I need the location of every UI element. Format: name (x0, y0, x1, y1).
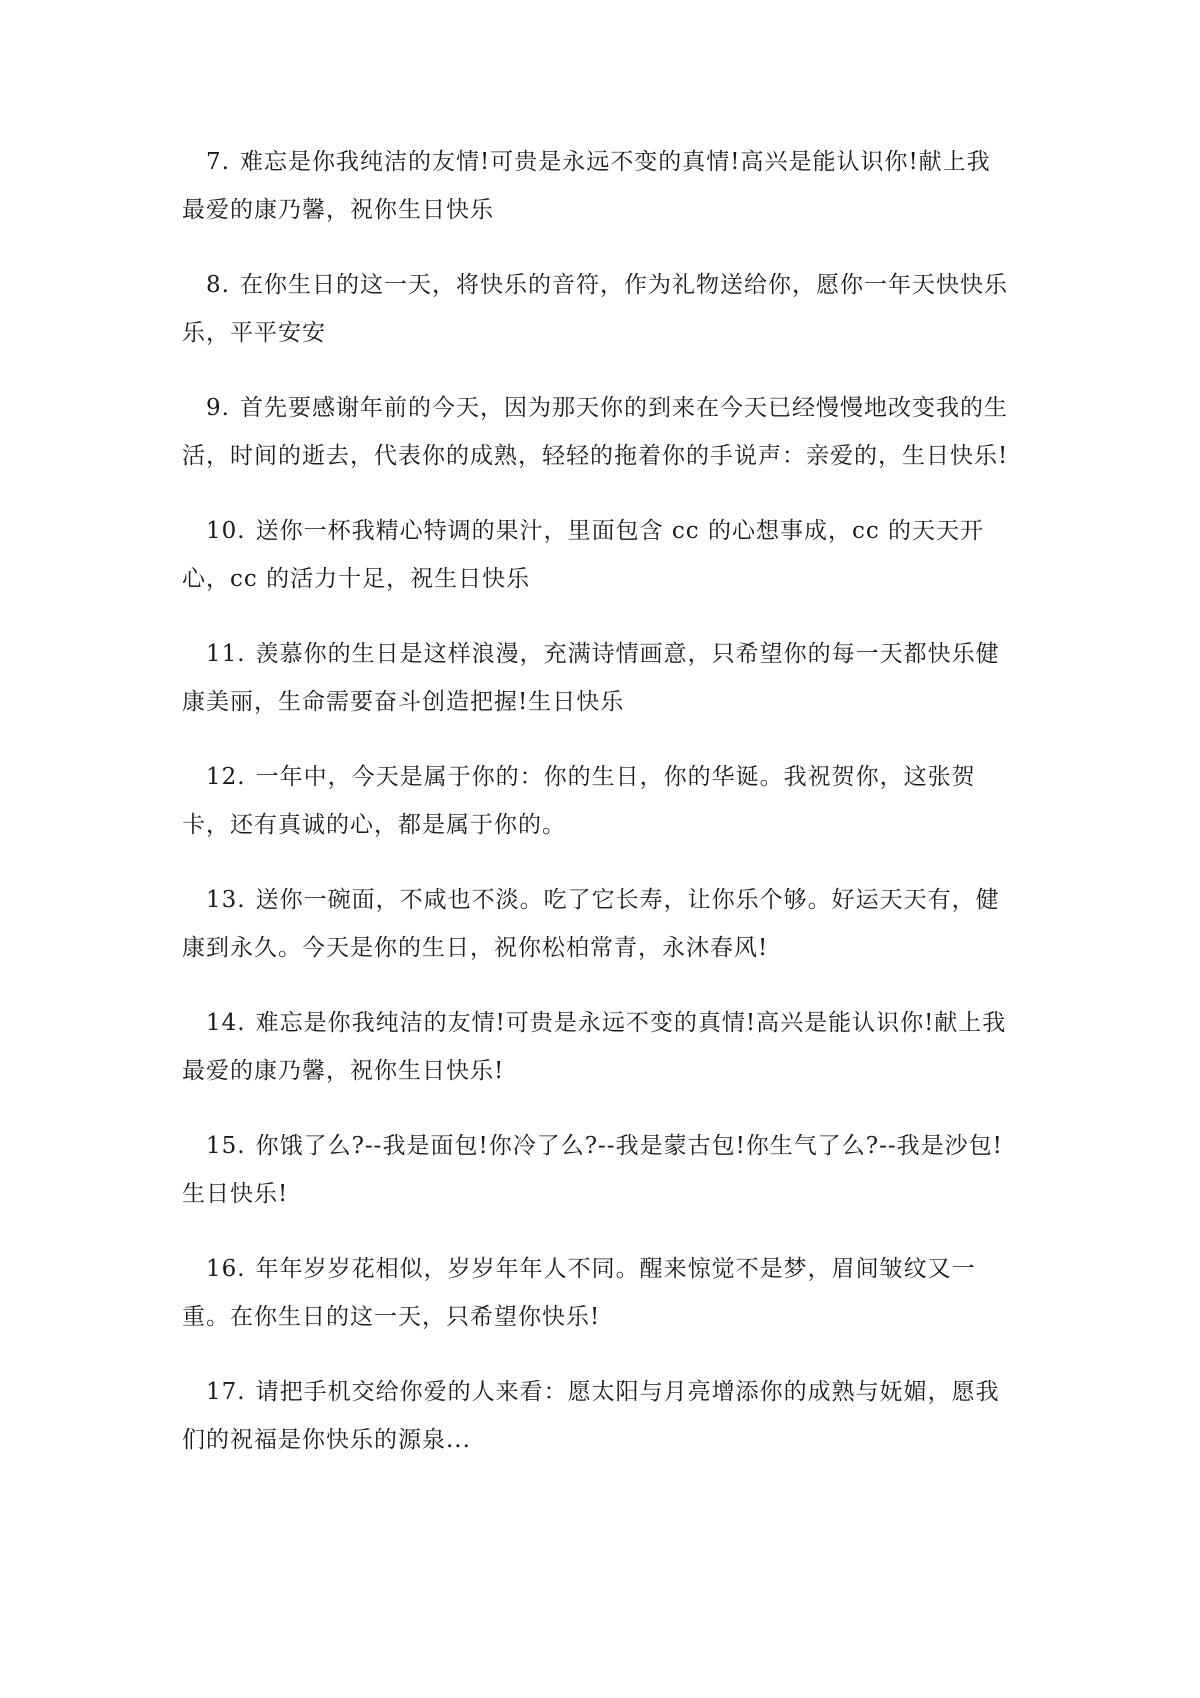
paragraph-line: 生日快乐! (182, 1181, 289, 1207)
paragraph-13 (182, 876, 1032, 972)
paragraph-line: 最爱的康乃馨，祝你生日快乐! (182, 1058, 505, 1084)
paragraph-number: 9. (206, 395, 230, 421)
paragraph-line: 一年中，今天是属于你的：你的生日，你的华诞。我祝贺你，这张贺 (255, 764, 976, 790)
paragraph-number: 8. (206, 272, 230, 298)
paragraph-line: 康美丽，生命需要奋斗创造把握!生日快乐 (182, 689, 625, 715)
paragraph-number: 16. (206, 1256, 246, 1282)
paragraph-line: 卡，还有真诚的心，都是属于你的。 (182, 812, 566, 838)
document-body (182, 138, 1032, 1491)
paragraph-8 (182, 261, 1032, 357)
paragraph-7 (182, 138, 1032, 234)
paragraph-number: 15. (206, 1133, 246, 1159)
paragraph-line: 最爱的康乃馨，祝你生日快乐 (182, 197, 494, 223)
paragraph-16 (182, 1245, 1032, 1341)
paragraph-9 (182, 384, 1032, 480)
paragraph-line: 在你生日的这一天，将快乐的音符，作为礼物送给你，愿你一年天快快乐 (239, 272, 1008, 298)
paragraph-line: 难忘是你我纯洁的友情!可贵是永远不变的真情!高兴是能认识你!献上我 (239, 149, 991, 175)
paragraph-line: 送你一杯我精心特调的果汁，里面包含 cc 的心想事成，cc 的天天开 (255, 518, 985, 544)
paragraph-12 (182, 753, 1032, 849)
paragraph-number: 10. (206, 518, 246, 544)
paragraph-line: 难忘是你我纯洁的友情!可贵是永远不变的真情!高兴是能认识你!献上我 (255, 1010, 1007, 1036)
paragraph-line: 乐，平平安安 (182, 320, 326, 346)
paragraph-number: 7. (206, 149, 230, 175)
paragraph-17 (182, 1368, 1032, 1464)
paragraph-line: 首先要感谢年前的今天，因为那天你的到来在今天已经慢慢地改变我的生 (239, 395, 1008, 421)
paragraph-15 (182, 1122, 1032, 1218)
paragraph-number: 13. (206, 887, 246, 913)
paragraph-line: 心，cc 的活力十足，祝生日快乐 (182, 566, 531, 592)
paragraph-line: 你饿了么?--我是面包!你冷了么?--我是蒙古包!你生气了么?--我是沙包! (255, 1133, 1003, 1159)
paragraph-number: 14. (206, 1010, 246, 1036)
paragraph-number: 17. (206, 1379, 246, 1405)
paragraph-14 (182, 999, 1032, 1095)
paragraph-number: 12. (206, 764, 246, 790)
paragraph-line: 活，时间的逝去，代表你的成熟，轻轻的拖着你的手说声：亲爱的，生日快乐! (182, 443, 1009, 469)
paragraph-number: 11. (206, 641, 246, 667)
paragraph-line: 请把手机交给你爱的人来看：愿太阳与月亮增添你的成熟与妩媚，愿我 (255, 1379, 1000, 1405)
paragraph-line: 重。在你生日的这一天，只希望你快乐! (182, 1304, 601, 1330)
paragraph-11 (182, 630, 1032, 726)
paragraph-line: 年年岁岁花相似，岁岁年年人不同。醒来惊觉不是梦，眉间皱纹又一 (255, 1256, 976, 1282)
paragraph-line: 送你一碗面，不咸也不淡。吃了它长寿，让你乐个够。好运天天有，健 (255, 887, 1000, 913)
paragraph-line: 康到永久。今天是你的生日，祝你松柏常青，永沐春风! (182, 935, 769, 961)
paragraph-line: 羡慕你的生日是这样浪漫，充满诗情画意，只希望你的每一天都快乐健 (255, 641, 1000, 667)
paragraph-10 (182, 507, 1032, 603)
paragraph-line: 们的祝福是你快乐的源泉... (182, 1427, 471, 1453)
